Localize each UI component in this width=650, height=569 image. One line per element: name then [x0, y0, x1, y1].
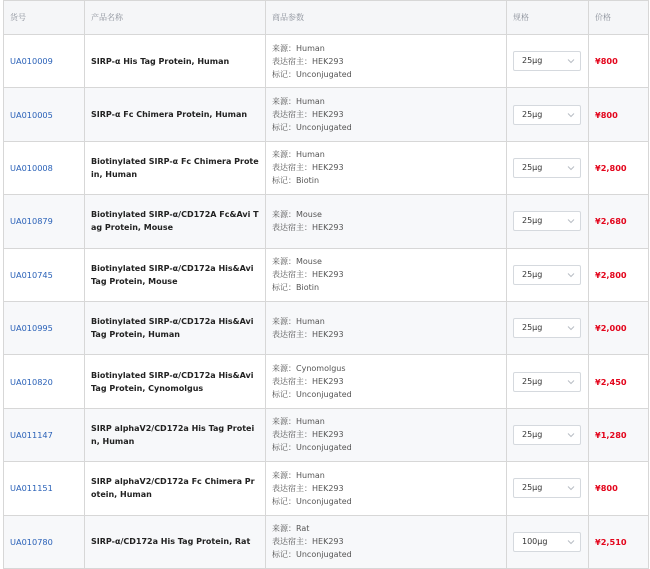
spec-cell: [507, 301, 589, 354]
sku-cell: [4, 355, 85, 408]
price: ¥1,280: [589, 408, 649, 461]
param-source: [272, 522, 500, 535]
product-table: [3, 0, 649, 569]
spec-select[interactable]: [513, 51, 581, 71]
product-params: [266, 462, 507, 515]
param-source-label: 来源：: [272, 524, 296, 534]
chevron-down-icon: [566, 322, 576, 334]
param-label-value: Biotin: [296, 283, 320, 293]
spec-select-value: 25μg: [522, 162, 543, 172]
param-host-value: HEK293: [312, 110, 344, 120]
param-host-label: 表达宿主：: [272, 330, 312, 340]
spec-select[interactable]: [513, 425, 581, 445]
table-row: [4, 141, 649, 194]
spec-select[interactable]: [513, 158, 581, 178]
param-label-value: Unconjugated: [296, 496, 352, 506]
param-source: [272, 255, 500, 268]
header-price: 价格: [589, 1, 649, 35]
table-row: [4, 88, 649, 141]
param-label: [272, 441, 500, 454]
param-host: [272, 108, 500, 121]
table-row: [4, 515, 649, 568]
param-source-value: Cynomolgus: [296, 364, 346, 374]
param-host: [272, 428, 500, 441]
param-host-value: HEK293: [312, 483, 344, 493]
spec-cell: [507, 248, 589, 301]
param-source-label: 来源：: [272, 317, 296, 327]
product-name: SIRP alphaV2/CD172a Fc Chimera Protein, Human: [85, 462, 266, 515]
chevron-down-icon: [566, 482, 576, 494]
spec-select-value: 25μg: [522, 429, 543, 439]
spec-cell: [507, 408, 589, 461]
table-row: [4, 248, 649, 301]
product-name: SIRP alphaV2/CD172a His Tag Protein, Human: [85, 408, 266, 461]
table-row: [4, 408, 649, 461]
spec-select-value: 25μg: [522, 376, 543, 386]
param-host: [272, 375, 500, 388]
sku-link[interactable]: UA010005: [10, 109, 53, 120]
table-row: [4, 355, 649, 408]
param-source: [272, 95, 500, 108]
product-params: [266, 408, 507, 461]
spec-select[interactable]: [513, 265, 581, 285]
param-label-value: Unconjugated: [296, 550, 352, 560]
chevron-down-icon: [566, 162, 576, 174]
product-name: Biotinylated SIRP-α Fc Chimera Protein, Human: [85, 141, 266, 194]
param-host: [272, 268, 500, 281]
chevron-down-icon: [566, 269, 576, 281]
table-row: [4, 462, 649, 515]
header-sku: 货号: [4, 1, 85, 35]
price: ¥2,680: [589, 195, 649, 248]
spec-cell: [507, 195, 589, 248]
product-name: Biotinylated SIRP-α/CD172a His&Avi Tag Protein, Human: [85, 301, 266, 354]
param-source-value: Human: [296, 43, 325, 53]
spec-select[interactable]: [513, 211, 581, 231]
spec-select-value: 25μg: [522, 483, 543, 493]
param-host-value: HEK293: [312, 56, 344, 66]
table-body: [4, 35, 649, 569]
chevron-down-icon: [566, 215, 576, 227]
param-source-label: 来源：: [272, 210, 296, 220]
product-name: Biotinylated SIRP-α/CD172a His&Avi Tag Protein, Mouse: [85, 248, 266, 301]
spec-select-value: 100μg: [522, 536, 548, 546]
param-host: [272, 328, 500, 341]
spec-cell: [507, 462, 589, 515]
table-header-row: [4, 1, 649, 35]
param-host: [272, 221, 500, 234]
param-host: [272, 535, 500, 548]
param-source: [272, 42, 500, 55]
param-source: [272, 208, 500, 221]
spec-select-value: 25μg: [522, 56, 543, 66]
param-source-value: Human: [296, 470, 325, 480]
param-source-value: Rat: [296, 524, 310, 534]
chevron-down-icon: [566, 55, 576, 67]
spec-cell: [507, 35, 589, 88]
param-label-label: 标记：: [272, 390, 296, 400]
param-source-value: Human: [296, 150, 325, 160]
spec-select-value: 25μg: [522, 269, 543, 279]
param-source-value: Human: [296, 97, 325, 107]
param-host-value: HEK293: [312, 270, 344, 280]
param-label-value: Biotin: [296, 176, 320, 186]
sku-cell: [4, 88, 85, 141]
price: ¥2,800: [589, 141, 649, 194]
param-host-value: HEK293: [312, 377, 344, 387]
param-label-label: 标记：: [272, 176, 296, 186]
product-name: Biotinylated SIRP-α/CD172a His&Avi Tag Protein, Cynomolgus: [85, 355, 266, 408]
param-label-value: Unconjugated: [296, 123, 352, 133]
sku-link[interactable]: UA010009: [10, 56, 53, 67]
spec-cell: [507, 515, 589, 568]
param-source-value: Human: [296, 417, 325, 427]
product-params: [266, 355, 507, 408]
header-product-params: 商品参数: [266, 1, 507, 35]
price: ¥800: [589, 35, 649, 88]
param-source: [272, 315, 500, 328]
spec-select-value: 25μg: [522, 216, 543, 226]
price: ¥800: [589, 462, 649, 515]
price: ¥2,450: [589, 355, 649, 408]
chevron-down-icon: [566, 109, 576, 121]
param-host-value: HEK293: [312, 330, 344, 340]
param-source: [272, 469, 500, 482]
param-label-label: 标记：: [272, 69, 296, 79]
spec-select[interactable]: [513, 372, 581, 392]
product-name: SIRP-α Fc Chimera Protein, Human: [85, 88, 266, 141]
spec-select-value: 25μg: [522, 323, 543, 333]
param-label: [272, 495, 500, 508]
param-host-label: 表达宿主：: [272, 110, 312, 120]
product-name: SIRP-α His Tag Protein, Human: [85, 35, 266, 88]
chevron-down-icon: [566, 376, 576, 388]
param-host-label: 表达宿主：: [272, 223, 312, 233]
product-params: [266, 248, 507, 301]
param-label-label: 标记：: [272, 123, 296, 133]
price: ¥2,800: [589, 248, 649, 301]
param-source-label: 来源：: [272, 470, 296, 480]
price: ¥2,510: [589, 515, 649, 568]
param-host-label: 表达宿主：: [272, 483, 312, 493]
sku-link[interactable]: UA011151: [10, 483, 53, 494]
param-host: [272, 482, 500, 495]
sku-cell: [4, 408, 85, 461]
sku-cell: [4, 462, 85, 515]
sku-link[interactable]: UA010780: [10, 536, 53, 547]
param-source: [272, 362, 500, 375]
header-product-name: 产品名称: [85, 1, 266, 35]
spec-cell: [507, 355, 589, 408]
param-source-label: 来源：: [272, 97, 296, 107]
sku-cell: [4, 515, 85, 568]
param-label-label: 标记：: [272, 283, 296, 293]
param-label: [272, 388, 500, 401]
param-label: [272, 281, 500, 294]
product-name: SIRP-α/CD172a His Tag Protein, Rat: [85, 515, 266, 568]
param-host-label: 表达宿主：: [272, 56, 312, 66]
param-label-label: 标记：: [272, 496, 296, 506]
product-params: [266, 515, 507, 568]
sku-cell: [4, 248, 85, 301]
spec-select[interactable]: [513, 532, 581, 552]
spec-cell: [507, 141, 589, 194]
param-host-label: 表达宿主：: [272, 163, 312, 173]
header-spec: 规格: [507, 1, 589, 35]
param-label: [272, 174, 500, 187]
product-params: [266, 141, 507, 194]
param-label: [272, 68, 500, 81]
param-source-label: 来源：: [272, 364, 296, 374]
spec-select-value: 25μg: [522, 109, 543, 119]
param-label-value: Unconjugated: [296, 69, 352, 79]
spec-select[interactable]: [513, 105, 581, 125]
param-label-label: 标记：: [272, 550, 296, 560]
param-label: [272, 548, 500, 561]
param-host-label: 表达宿主：: [272, 430, 312, 440]
spec-cell: [507, 88, 589, 141]
product-params: [266, 301, 507, 354]
sku-cell: [4, 35, 85, 88]
sku-cell: [4, 301, 85, 354]
table-row: [4, 301, 649, 354]
table-row: [4, 35, 649, 88]
param-label-value: Unconjugated: [296, 443, 352, 453]
param-source-value: Human: [296, 317, 325, 327]
sku-link[interactable]: UA011147: [10, 429, 53, 440]
param-source-label: 来源：: [272, 417, 296, 427]
param-host-label: 表达宿主：: [272, 537, 312, 547]
product-params: [266, 35, 507, 88]
param-source-label: 来源：: [272, 150, 296, 160]
spec-select[interactable]: [513, 318, 581, 338]
param-label: [272, 121, 500, 134]
param-label-value: Unconjugated: [296, 390, 352, 400]
product-params: [266, 195, 507, 248]
param-host: [272, 161, 500, 174]
param-source-value: Mouse: [296, 210, 322, 220]
chevron-down-icon: [566, 536, 576, 548]
param-source-label: 来源：: [272, 43, 296, 53]
param-host: [272, 55, 500, 68]
param-source-value: Mouse: [296, 257, 322, 267]
param-source: [272, 415, 500, 428]
product-name: Biotinylated SIRP-α/CD172A Fc&Avi Tag Protein, Mouse: [85, 195, 266, 248]
sku-link[interactable]: UA010820: [10, 376, 53, 387]
sku-link[interactable]: UA010879: [10, 216, 53, 227]
sku-link[interactable]: UA010745: [10, 269, 53, 280]
product-params: [266, 88, 507, 141]
param-source: [272, 148, 500, 161]
param-host-value: HEK293: [312, 537, 344, 547]
param-host-value: HEK293: [312, 163, 344, 173]
chevron-down-icon: [566, 429, 576, 441]
price: ¥800: [589, 88, 649, 141]
sku-cell: [4, 141, 85, 194]
param-label-label: 标记：: [272, 443, 296, 453]
spec-select[interactable]: [513, 478, 581, 498]
param-host-value: HEK293: [312, 430, 344, 440]
sku-link[interactable]: UA010995: [10, 323, 53, 334]
param-host-label: 表达宿主：: [272, 377, 312, 387]
param-host-label: 表达宿主：: [272, 270, 312, 280]
table-row: [4, 195, 649, 248]
sku-cell: [4, 195, 85, 248]
price: ¥2,000: [589, 301, 649, 354]
param-source-label: 来源：: [272, 257, 296, 267]
param-host-value: HEK293: [312, 223, 344, 233]
sku-link[interactable]: UA010008: [10, 162, 53, 173]
